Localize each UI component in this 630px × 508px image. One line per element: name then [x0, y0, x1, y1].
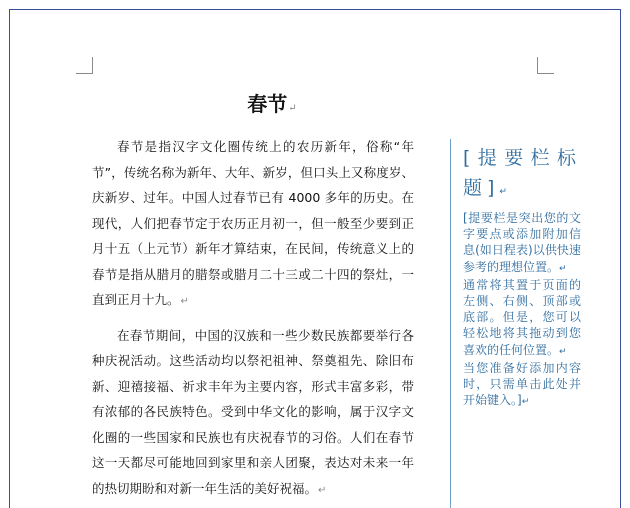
paragraph-mark-icon: ↵ — [288, 103, 297, 114]
sidebar-line — [463, 360, 581, 411]
sidebar-line-text: [提要栏是突出您的文字要点或添加附加信息(如日程表)以供快速参考的理想位置。 — [463, 211, 581, 274]
document-body[interactable] — [92, 134, 414, 503]
document-title[interactable] — [92, 90, 452, 123]
sidebar-title-text: [提要栏标题] — [463, 147, 581, 199]
sidebar-title[interactable] — [463, 143, 581, 207]
sidebar-text-box[interactable] — [463, 143, 581, 410]
crop-mark-top-left — [76, 57, 93, 74]
body-paragraph-text: 在春节期间，中国的汉族和一些少数民族都要举行各种庆祝活动。这些活动均以祭祀祖神、祭奠祖先、除旧布新、迎禧接福、祈求丰年为主要内容，形式丰富多彩，带有浓郁的各民族特色。受到中华文化的影响，属于汉字文化圈的一些国家和民族也有庆祝春节的习俗。人们在春节这一天都尽可能地回到家里和亲人团聚，表达对未来一年的热切期盼和对新一年生活的美好祝福。 — [92, 327, 414, 496]
body-paragraph[interactable] — [92, 134, 414, 315]
sidebar-line-text: 通常将其置于页面的左侧、右侧、顶部或底部。但是，您可以轻松地将其拖动到您喜欢的任何位置。 — [463, 277, 581, 357]
body-paragraph[interactable] — [92, 323, 414, 504]
paragraph-mark-icon: ↵ — [559, 263, 567, 274]
sidebar-body[interactable] — [463, 210, 581, 410]
paragraph-mark-icon: ↵ — [521, 397, 530, 408]
crop-mark-top-right — [537, 57, 554, 74]
paragraph-mark-icon: ↵ — [318, 484, 327, 496]
body-paragraph-text: 春节是指汉字文化圈传统上的农历新年，俗称“年节”，传统名称为新年、大年、新岁，但口头上又称度岁、庆新岁、过年。中国人过春节已有 4000 多年的历史。在现代，人们把春节定于农历正月初一，但一般至少要到正月十五（上元节）新年才算结束，在民间，传统意义上的春节是指从腊月的腊祭或腊月二十三或二十四的祭灶，一直到正月十九。 — [92, 139, 414, 307]
paragraph-mark-icon: ↵ — [559, 346, 567, 357]
sidebar-line — [463, 210, 581, 277]
sidebar-border — [450, 139, 451, 508]
sidebar-line-text: 当您准备好添加内容时，只需单击此处并开始键入。] — [463, 360, 581, 408]
paragraph-mark-icon: ↵ — [180, 296, 189, 307]
sidebar-line — [463, 277, 581, 360]
paragraph-mark-icon: ↵ — [499, 187, 512, 197]
document-title-text: 春节 — [247, 92, 288, 116]
